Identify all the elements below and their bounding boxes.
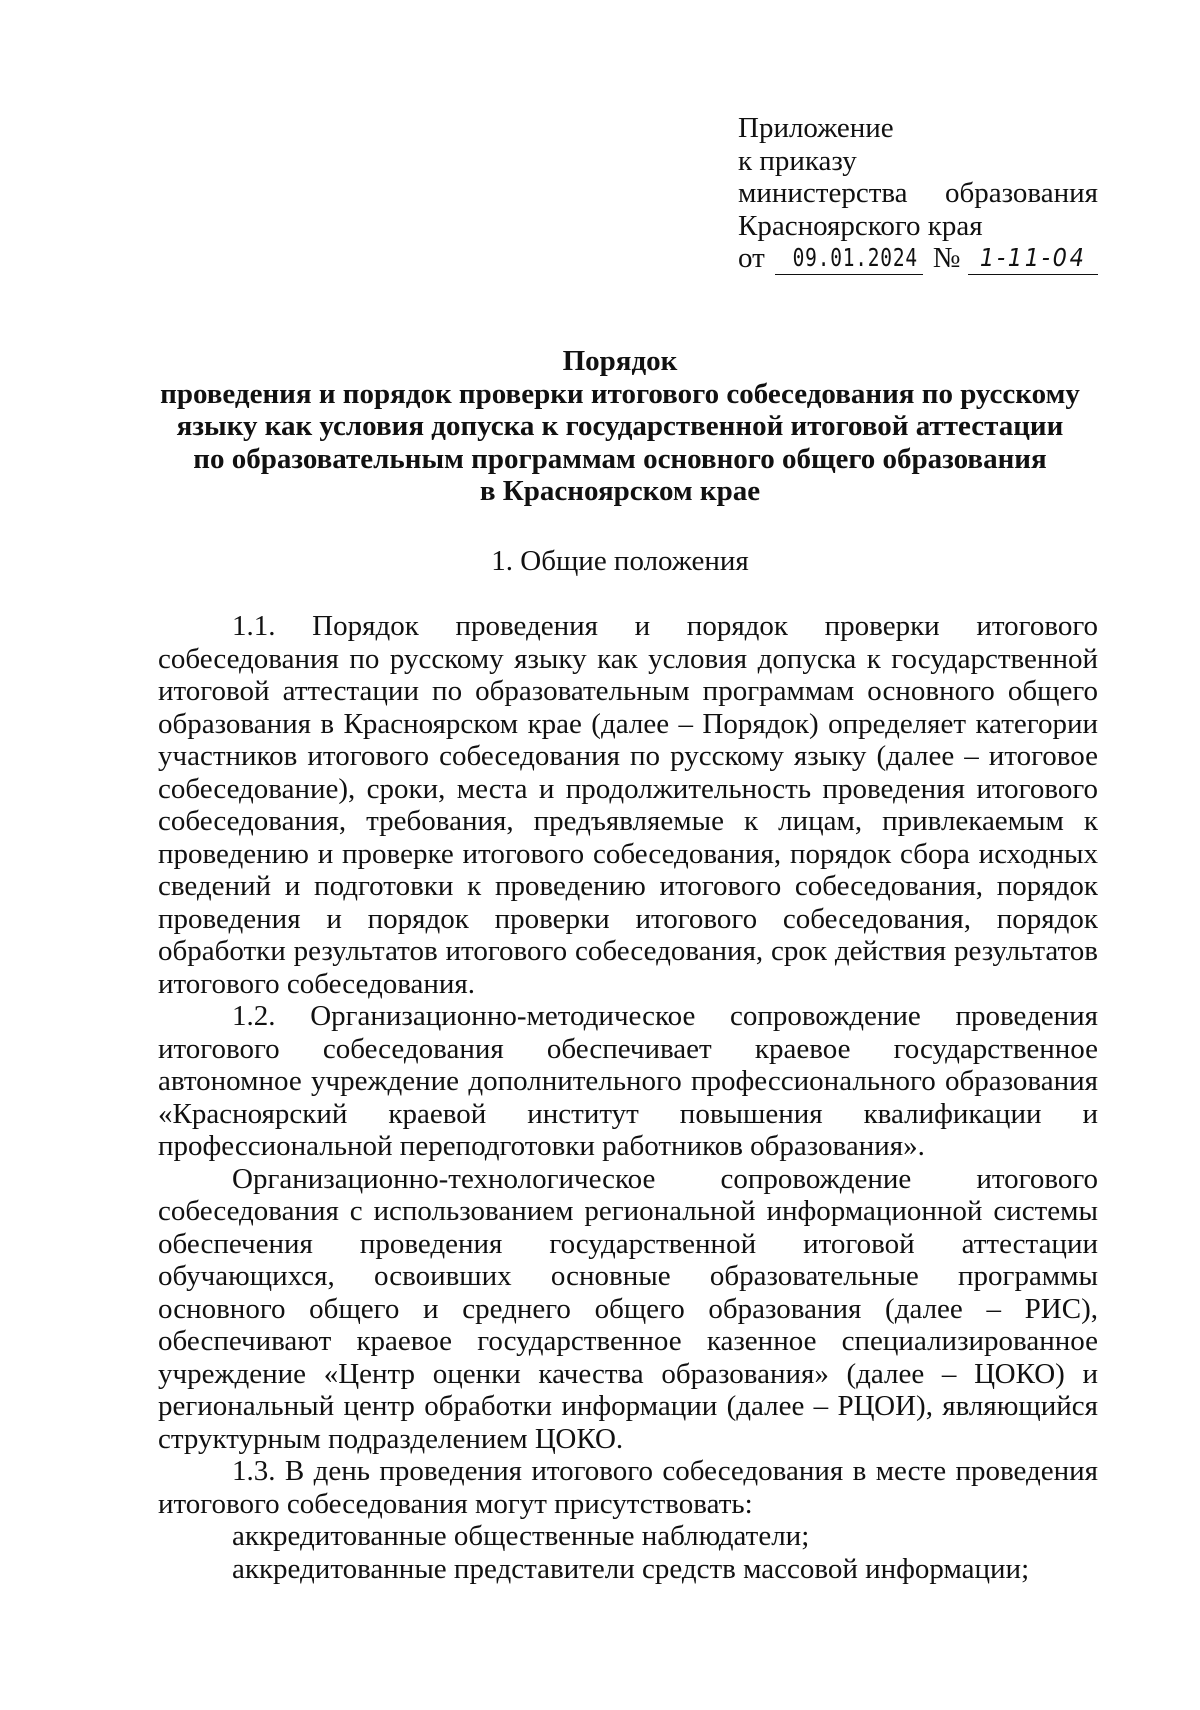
- title-line-4: по образовательным программам основного общего образования: [193, 442, 1047, 475]
- title-line-5: в Красноярском крае: [479, 475, 761, 507]
- title-line-1: Порядок: [562, 345, 678, 377]
- order-date: 09.01.2024: [792, 242, 918, 272]
- list-item: аккредитованные представители средств массовой информации;: [232, 1552, 1030, 1585]
- section-heading: 1. Общие положения: [491, 545, 749, 577]
- appendix-to-order: к приказу: [738, 144, 857, 177]
- order-number-field: [968, 244, 1098, 275]
- number-label: №: [932, 242, 961, 274]
- title-line-3: языку как условия допуска к государственной итоговой аттестации: [176, 410, 1064, 442]
- title-line-2: проведения и порядок проверки итогового собеседования по русскому: [160, 377, 1080, 410]
- document-body: [158, 610, 1098, 1585]
- appendix-ministry-line: [738, 177, 1098, 210]
- appendix-region: Красноярского края: [738, 209, 983, 242]
- appendix-ministry-word: министерства: [738, 177, 908, 209]
- document-title: [140, 345, 1100, 508]
- list-item: аккредитованные общественные наблюдатели;: [232, 1520, 810, 1552]
- appendix-label: Приложение: [738, 112, 894, 144]
- appendix-block: [738, 112, 1098, 275]
- from-label: от: [738, 242, 765, 274]
- paragraph-1-3: 1.3. В день проведения итогового собеседования в месте проведения итогового собеседования могут присутствовать:: [158, 1455, 1098, 1520]
- appendix-education-word: образования: [945, 177, 1098, 209]
- paragraph-1-2-tech: Организационно-технологическое сопровождение итогового собеседования с использованием региональной информационной системы обеспечения проведения государственной итоговой аттестации обучающихся, освоивших основные образовательные программы основного общего и среднего общего образования (далее – РИС), обеспечивают краевое государственное казенное специализированное учреждение «Центр оценки качества образования» (далее – ЦОКО) и региональный центр обработки информации (далее – РЦОИ), являющийся структурным подразделением ЦОКО.: [158, 1162, 1098, 1455]
- paragraph-1-2: 1.2. Организационно-методическое сопровождение проведения итогового собеседования обеспечивает краевое государственное автономное учреждение дополнительного профессионального образования «Красноярский краевой институт повышения квалификации и профессиональной переподготовки работников образования».: [158, 1000, 1098, 1162]
- order-date-number-line: [738, 242, 1098, 275]
- order-date-field: [775, 244, 923, 275]
- paragraph-1-1: 1.1. Порядок проведения и порядок проверки итогового собеседования по русскому языку как условия допуска к государственной итоговой аттестации по образовательным программам основного общего образования в Красноярском крае (далее – Порядок) определяет категории участников итогового собеседования по русскому языку (далее – итоговое собеседование), сроки, места и продолжительность проведения итогового собеседования, требования, предъявляемые к лицам, привлекаемым к проведению и проверке итогового собеседования, порядок сбора исходных сведений и подготовки к проведению итогового собеседования, порядок проведения и порядок проверки итогового собеседования, порядок обработки результатов итогового собеседования, срок действия результатов итогового собеседования.: [158, 610, 1098, 1000]
- order-number: 1-11-04: [979, 242, 1087, 272]
